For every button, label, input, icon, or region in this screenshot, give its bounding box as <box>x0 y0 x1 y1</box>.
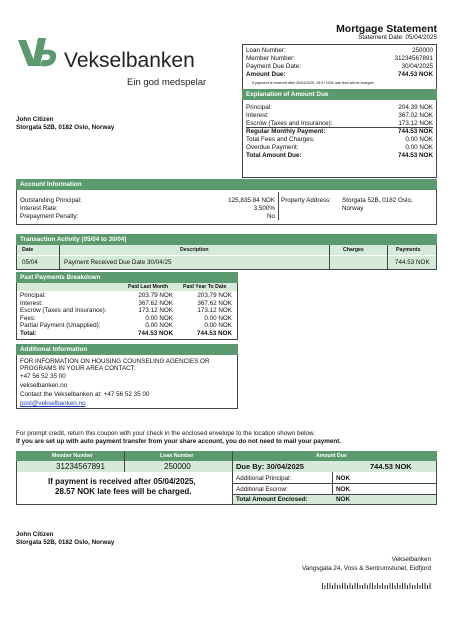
transaction-payment: 744.53 NOK <box>395 259 430 266</box>
past-row-last-month: 173.12 NOK <box>138 307 173 315</box>
barcode-bar <box>390 583 391 589</box>
outstanding-label: Outstanding Principal: <box>20 197 82 204</box>
barcode-bar <box>335 583 336 589</box>
footer-customer-address: Storgata 52B, 0182 Oslo, Norway <box>16 539 115 546</box>
barcode-bar <box>347 585 348 589</box>
explanation-value: 367.02 NOK <box>398 112 433 119</box>
past-row-last-month: 0.00 NOK <box>145 322 173 330</box>
barcode-bar <box>405 583 406 589</box>
additional-header: Additional Information <box>16 344 238 355</box>
explanation-value: 0.00 NOK <box>405 136 433 143</box>
barcode-bar <box>392 583 393 589</box>
footer-bank-address: Vangsgata 24, Voss & Sentrumstunet, Eidfjord <box>301 565 431 572</box>
coupon-instructions: For prompt credit, return this coupon with your check in the enclosed envelope to the location shown below. <box>16 430 315 437</box>
prepay-label: Prepayment Penalty: <box>20 213 79 220</box>
explanation-value: 204.39 NOK <box>398 104 433 111</box>
past-row-label: Fees: <box>20 314 36 322</box>
loan-number-label: Loan Number: <box>246 47 286 54</box>
transaction-description: Payment Received Due Date 30/04/25 <box>64 259 172 266</box>
amount-due-label: Amount Due: <box>246 71 286 78</box>
statement-title: Mortgage Statement <box>336 23 437 35</box>
trans-divider-3 <box>387 245 388 269</box>
late-fee-note: If payment is received after 30/04/2025, 28.57 NOK late fees will be charged. <box>252 81 375 85</box>
customer-name: John Citizen <box>16 116 54 123</box>
vb-logo-icon <box>16 36 60 72</box>
outstanding-value: 125,835.84 NOK <box>228 197 275 204</box>
member-number-row <box>246 55 433 62</box>
account-divider <box>278 192 279 220</box>
property-line1: Storgata 52B, 0182 Oslo, <box>342 197 413 204</box>
prepay-value: No <box>266 213 275 220</box>
explanation-row <box>246 136 433 143</box>
barcode-bar <box>357 583 358 589</box>
coupon-head-member: Member Number <box>52 453 93 459</box>
total-enclosed-label: Total Amount Enclosed: <box>236 496 308 503</box>
past-col-last-month: Paid Last Month <box>128 284 169 290</box>
coupon-loan-number: 250000 <box>164 462 191 471</box>
additional-line2: PROGRAMS IN YOUR AREA CONTACT: <box>20 365 136 372</box>
due-date-row <box>246 63 433 70</box>
barcode-bar <box>327 583 328 589</box>
barcode-bar <box>407 585 408 589</box>
past-row-ytd: 367.62 NOK <box>197 299 232 307</box>
barcode-bar <box>322 583 323 589</box>
past-row-ytd: 203.79 NOK <box>197 292 232 299</box>
barcode-bar <box>355 583 356 589</box>
trans-divider-2 <box>329 245 330 269</box>
property-line2: Norway <box>342 205 364 212</box>
explanation-value: 744.53 NOK <box>397 152 433 159</box>
barcode-bar <box>422 583 423 589</box>
explanation-label: Total Fees and Charges: <box>246 136 315 143</box>
barcode-bar <box>417 583 418 589</box>
barcode-bar <box>382 583 383 589</box>
transaction-date: 05/04 <box>22 259 38 266</box>
past-row-ytd: 0.00 NOK <box>204 314 232 322</box>
barcode-bar <box>415 585 416 589</box>
barcode-bar <box>372 583 373 589</box>
coupon-autopay-note: If you are set up with auto payment transfer from your share account, you do not need to mail your payment. <box>16 438 342 445</box>
barcode-bar <box>337 585 338 589</box>
add-principal-field[interactable]: NOK <box>336 475 350 482</box>
prepay-row <box>20 213 275 220</box>
rate-row <box>20 205 275 212</box>
barcode-bar <box>340 585 341 589</box>
coupon-late-line2: 28.57 NOK late fees will be charged. <box>55 487 192 496</box>
trans-divider-1 <box>59 245 60 269</box>
brand-tagline: Ein god medspelar <box>127 77 207 88</box>
barcode-bar <box>427 585 428 589</box>
barcode-bar <box>375 585 376 589</box>
postal-barcode <box>322 576 432 582</box>
past-row-ytd: 173.12 NOK <box>197 307 232 315</box>
loan-number-value: 250000 <box>411 47 433 54</box>
explanation-label: Principal: <box>246 104 272 111</box>
barcode-bar <box>402 583 403 589</box>
col-description: Description <box>180 247 209 253</box>
past-row-label: Partial Payment (Unapplied): <box>20 322 101 330</box>
bank-logo <box>16 36 60 72</box>
rate-label: Interest Rate: <box>20 205 58 212</box>
member-number-value: 31234567891 <box>394 55 433 62</box>
col-payments: Payments <box>396 247 421 253</box>
add-principal-label: Additional Principal: <box>236 475 292 482</box>
past-row-last-month: 367.62 NOK <box>138 299 173 307</box>
additional-line1: FOR INFORMATION ON HOUSING COUNSELING AGENCIES OR <box>20 358 210 365</box>
property-label: Property Address: <box>281 197 332 204</box>
barcode-bar <box>412 585 413 589</box>
coupon-head-amount: Amount Due <box>316 453 347 459</box>
explanation-value: 0.00 NOK <box>405 144 433 151</box>
barcode-bar <box>330 583 331 589</box>
barcode-bar <box>400 585 401 589</box>
coupon-divider-1 <box>124 451 125 472</box>
transactions-colhead-bg <box>17 245 436 255</box>
barcode-bar <box>430 583 431 589</box>
explanation-value: 744.53 NOK <box>397 128 433 135</box>
amount-due-row <box>246 71 433 78</box>
explanation-label: Overdue Payment: <box>246 144 299 151</box>
explanation-row <box>246 128 433 135</box>
explanation-row <box>246 112 433 119</box>
explanation-header: Explanation of Amount Due <box>242 89 437 100</box>
past-row-ytd: 744.53 NOK <box>196 330 232 337</box>
barcode-bar <box>350 583 351 589</box>
barcode-icon <box>322 583 432 589</box>
barcode-bar <box>377 583 378 589</box>
barcode-bar <box>360 585 361 589</box>
barcode-bar <box>395 585 396 589</box>
transactions-header: Transaction Activity (05/04 to 30/04) <box>16 234 437 245</box>
coupon-member-number: 31234567891 <box>56 462 105 471</box>
customer-address: Storgata 52B, 0182 Oslo, Norway <box>16 124 115 131</box>
explanation-row <box>246 144 433 151</box>
barcode-bar <box>367 585 368 589</box>
footer-customer-name: John Citizen <box>16 531 54 538</box>
past-row-last-month: 0.00 NOK <box>145 314 173 322</box>
add-escrow-field[interactable]: NOK <box>336 486 350 493</box>
barcode-bar <box>385 585 386 589</box>
loan-number-row <box>246 47 433 54</box>
col-charges: Charges <box>343 247 364 253</box>
explanation-label: Interest: <box>246 112 269 119</box>
past-row-ytd: 0.00 NOK <box>204 322 232 330</box>
coupon-head-loan: Loan Number <box>160 453 194 459</box>
past-row-label: Principal: <box>20 292 46 299</box>
add-escrow-label: Additional Escrow: <box>236 486 288 493</box>
explanation-label: Escrow (Taxes and Insurance): <box>246 120 333 127</box>
explanation-row <box>246 120 433 127</box>
additional-phone: +47 56 52 35 00 <box>20 373 66 380</box>
barcode-bar <box>362 585 363 589</box>
past-col-ytd: Paid Year To Date <box>183 284 227 290</box>
additional-web: vekselbanken.no <box>20 382 68 389</box>
past-row-label: Escrow (Taxes and Insurance): <box>20 307 107 315</box>
due-date-label: Payment Due Date: <box>246 63 301 70</box>
past-row-last-month: 203.79 NOK <box>138 292 173 299</box>
barcode-bar <box>332 585 333 589</box>
account-header: Account Information <box>16 179 437 190</box>
member-number-label: Member Number: <box>246 55 295 62</box>
barcode-bar <box>352 585 353 589</box>
outstanding-row <box>20 197 275 204</box>
due-date-value: 30/04/2025 <box>401 63 433 70</box>
additional-contact: Contact the Vekselbanken at: +47 56 52 35 00 <box>20 391 150 398</box>
past-row-last-month: 744.53 NOK <box>137 330 173 337</box>
escrow-underline <box>246 127 433 128</box>
footer-bank-name: Vekselbanken <box>391 556 431 563</box>
barcode-bar <box>420 585 421 589</box>
barcode-bar <box>397 583 398 589</box>
brand-name: Vekselbanken <box>64 49 195 72</box>
coupon-add-line-1 <box>232 483 437 484</box>
explanation-value: 173.12 NOK <box>398 120 433 127</box>
explanation-label: Total Amount Due: <box>246 152 302 159</box>
barcode-bar <box>342 583 343 589</box>
barcode-bar <box>370 583 371 589</box>
barcode-bar <box>380 585 381 589</box>
coupon-late-line1: If payment is received after 05/04/2025, <box>48 477 196 486</box>
amount-due-value: 744.53 NOK <box>397 71 433 78</box>
rate-value: 3.500% <box>253 205 275 212</box>
explanation-row <box>246 104 433 111</box>
barcode-bar <box>425 583 426 589</box>
barcode-bar <box>410 583 411 589</box>
barcode-bar <box>387 585 388 589</box>
explanation-row <box>246 152 433 159</box>
coupon-due-amount: 744.53 NOK <box>370 462 412 471</box>
past-row-label: Interest: <box>20 299 43 307</box>
explanation-label: Regular Monthly Payment: <box>246 128 326 135</box>
barcode-bar <box>345 583 346 589</box>
additional-email-link[interactable]: post@vekselbanken.no <box>20 400 86 407</box>
total-enclosed-field[interactable]: NOK <box>336 496 350 503</box>
past-row-label: Total: <box>20 330 37 337</box>
col-date: Date <box>22 247 34 253</box>
past-payments-header: Past Payments Breakdown <box>16 272 238 283</box>
barcode-bar <box>325 585 326 589</box>
coupon-due-by: Due By: 30/04/2025 <box>236 462 304 471</box>
barcode-bar <box>365 583 366 589</box>
statement-date: Statement Date: 05/04/2025 <box>358 34 437 41</box>
